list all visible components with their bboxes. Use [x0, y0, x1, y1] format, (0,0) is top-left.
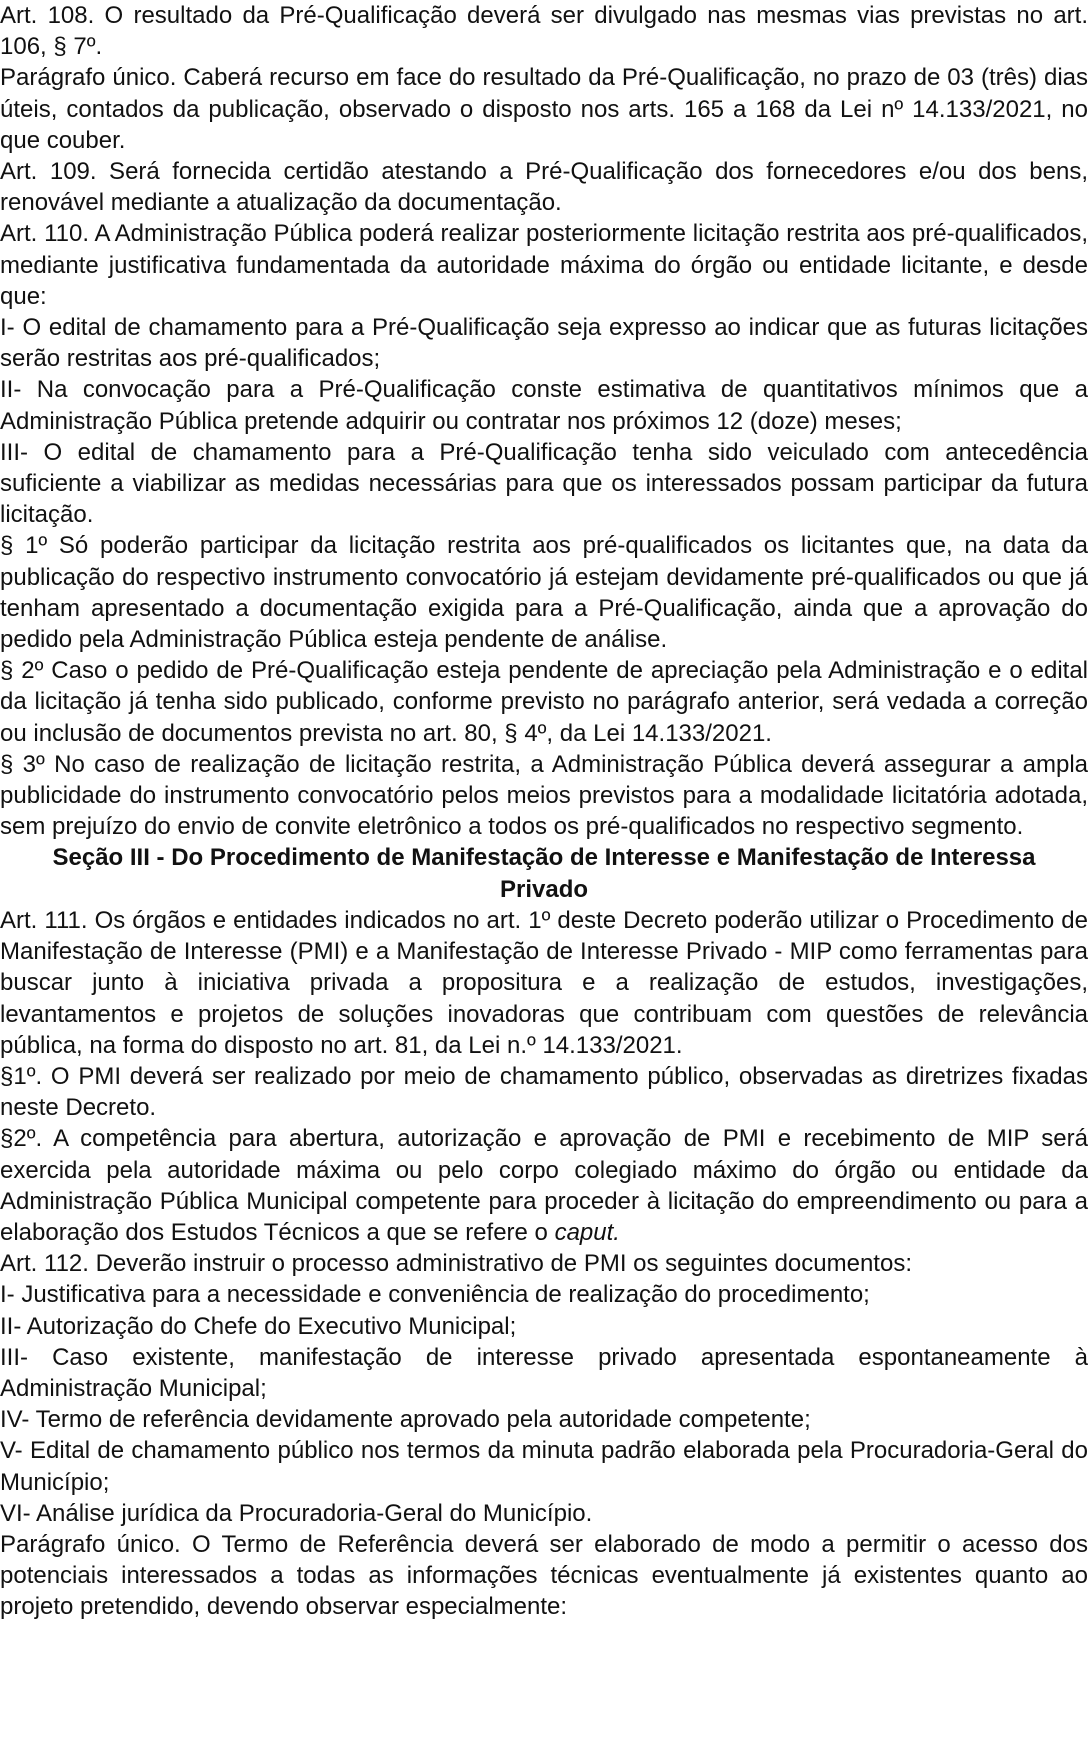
article-108: Art. 108. O resultado da Pré-Qualificação deverá ser divulgado nas mesmas vias previstas no art. 106, § 7º.	[0, 2, 1088, 61]
caput-term: caput.	[554, 1218, 620, 1246]
article-111: Art. 111. Os órgãos e entidades indicados no art. 1º deste Decreto poderão utilizar o Procedimento de Manifestação de Interesse (PMI) e a Manifestação de Interesse Privado - MIP como ferramentas para buscar junto à iniciativa privada a propositura e a realização de estudos, investigações, levantamentos e projetos de soluções inovadoras que contribuam com questões de relevância pública, na forma do disposto no art. 81, da Lei n.º 14.133/2021.	[0, 906, 1088, 1059]
article-112-item-iv: IV- Termo de referência devidamente aprovado pela autoridade competente;	[0, 1406, 811, 1434]
article-112-item-iii: III- Caso existente, manifestação de interesse privado apresentada espontaneamente à Administração Municipal;	[0, 1343, 1088, 1402]
article-111-paragraph-2	[0, 1123, 1088, 1248]
article-110-paragraph-3: § 3º No caso de realização de licitação restrita, a Administração Pública deverá assegurar a ampla publicidade do instrumento convocatório pelos meios previstos para a modalidade licitatória adotada, sem prejuízo do envio de convite eletrônico a todos os pré-qualificados no respectivo segmento.	[0, 750, 1088, 841]
article-110-item-i: I- O edital de chamamento para a Pré-Qualificação seja expresso ao indicar que as futuras licitações serão restritas aos pré-qualificados;	[0, 314, 1088, 373]
article-112-sole-paragraph: Parágrafo único. O Termo de Referência deverá ser elaborado de modo a permitir o acesso dos potenciais interessados a todas as informações técnicas eventualmente já existentes quanto ao projeto pretendido, devendo observar especialmente:	[0, 1530, 1088, 1621]
article-112-item-vi: VI- Análise jurídica da Procuradoria-Geral do Município.	[0, 1499, 593, 1527]
article-110-paragraph-1: § 1º Só poderão participar da licitação restrita aos pré-qualificados os licitantes que, na data da publicação do respectivo instrumento convocatório já estejam devidamente pré-qualificados ou que já tenham apresentado a documentação exigida para a Pré-Qualificação, ainda que a aprovação do pedido pela Administração Pública esteja pendente de análise.	[0, 532, 1088, 654]
article-108-sole-paragraph: Parágrafo único. Caberá recurso em face do resultado da Pré-Qualificação, no prazo de 03 (três) dias úteis, contados da publicação, observado o disposto nos arts. 165 a 168 da Lei nº 14.133/2021, no que couber.	[0, 64, 1088, 154]
article-110-paragraph-2: § 2º Caso o pedido de Pré-Qualificação esteja pendente de apreciação pela Administração e o edital da licitação já tenha sido publicado, conforme previsto no parágrafo anterior, será vedada a correção ou inclusão de documentos prevista no art. 80, § 4º, da Lei 14.133/2021.	[0, 657, 1088, 747]
section-iii-heading: Seção III - Do Procedimento de Manifestação de Interesse e Manifestação de Interessa Privado	[52, 844, 1036, 903]
article-111-paragraph-2-text: §2º. A competência para abertura, autorização e aprovação de PMI e recebimento de MIP será exercida pela autoridade máxima ou pelo corpo colegiado máximo do órgão ou entidade da Administração Pública Municipal competente para proceder à licitação do empreendimento ou para a elaboração dos Estudos Técnicos a que se refere o	[0, 1125, 1088, 1246]
article-112-item-i: I- Justificativa para a necessidade e conveniência de realização do procedimento;	[0, 1281, 870, 1309]
article-109: Art. 109. Será fornecida certidão atestando a Pré-Qualificação dos fornecedores e/ou dos bens, renovável mediante a atualização da documentação.	[0, 158, 1088, 217]
article-110-item-iii: III- O edital de chamamento para a Pré-Qualificação tenha sido veiculado com antecedência suficiente a viabilizar as medidas necessárias para que os interessados possam participar da futura licitação.	[0, 438, 1088, 529]
article-112: Art. 112. Deverão instruir o processo administrativo de PMI os seguintes documentos:	[0, 1250, 912, 1278]
article-110: Art. 110. A Administração Pública poderá realizar posteriormente licitação restrita aos pré-qualificados, mediante justificativa fundamentada da autoridade máxima do órgão ou entidade licitante, e desde que:	[0, 220, 1088, 310]
article-112-item-v: V- Edital de chamamento público nos termos da minuta padrão elaborada pela Procuradoria-Geral do Município;	[0, 1437, 1088, 1496]
article-112-item-ii: II- Autorização do Chefe do Executivo Municipal;	[0, 1312, 517, 1340]
article-111-paragraph-1: §1º. O PMI deverá ser realizado por meio de chamamento público, observadas as diretrizes fixadas neste Decreto.	[0, 1062, 1088, 1122]
article-110-item-ii: II- Na convocação para a Pré-Qualificação conste estimativa de quantitativos mínimos que a Administração Pública pretende adquirir ou contratar nos próximos 12 (doze) meses;	[0, 376, 1088, 435]
